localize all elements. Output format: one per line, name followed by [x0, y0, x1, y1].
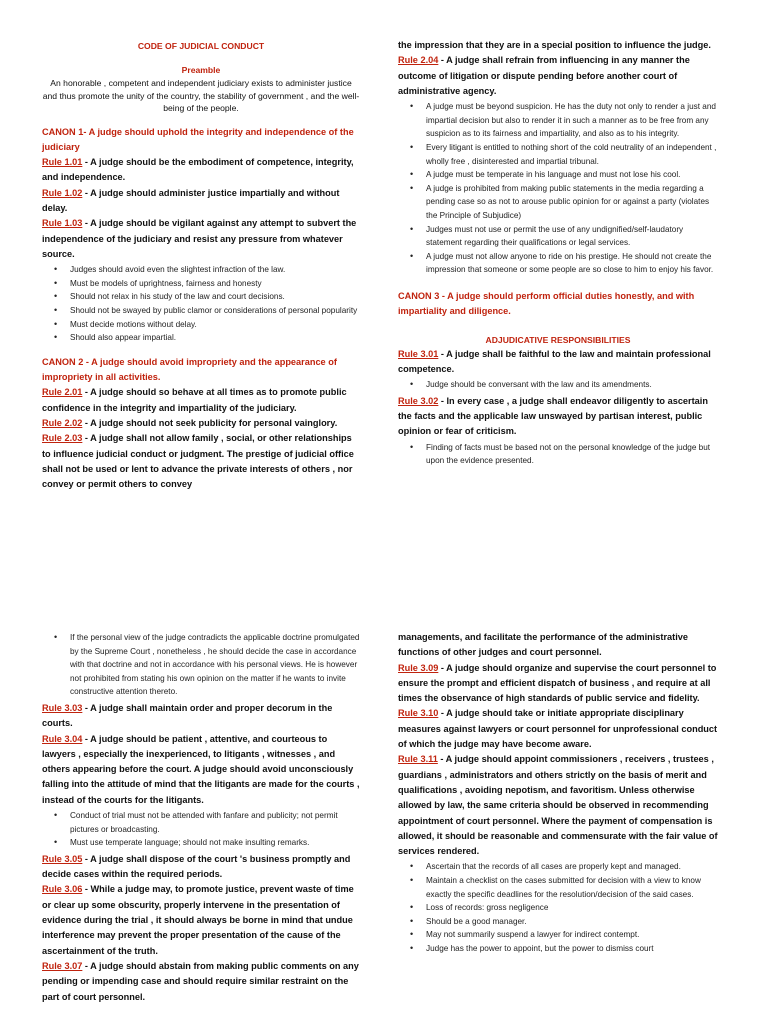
page-2 — [0, 512, 768, 1024]
rule-text: - A judge shall maintain order and proper decorum in the courts. — [42, 702, 333, 729]
rule-3-07 — [42, 959, 360, 1005]
rule-3-02-bullets — [398, 441, 718, 468]
rule-text: - A judge should take or initiate appropriate disciplinary measures against lawyers or court personnel for unprofessional conduct of which the judge may have become aware. — [398, 708, 718, 750]
list-item: • Finding of facts must be based not on the personal knowledge of the judge but upon the evidence presented. — [426, 441, 718, 468]
rule-2-02 — [42, 416, 360, 431]
rule-text: - A judge should abstain from making public comments on any pending or impending case and should require similar restraint on the part of court personnel. — [42, 960, 359, 1002]
rule-label: Rule 2.03 — [42, 433, 83, 444]
rule-text: - A judge should organize and supervise the court personnel to ensure the prompt and efficient dispatch of business , and require at all times the observance of high standards of public service and fidelity. — [398, 662, 717, 704]
list-item: • Judge has the power to appoint, but the power to dismiss court — [426, 942, 718, 956]
canon-3-heading: CANON 3 - A judge should perform official duties honestly, and with impartiality and diligence. — [398, 290, 695, 317]
rule-3-11 — [398, 752, 718, 859]
rule-3-06 — [42, 882, 360, 958]
rule-3-04 — [42, 732, 360, 808]
rule-text: - A judge shall dispose of the court 's business promptly and decide cases within the required periods. — [42, 853, 351, 880]
list-item: • May not summarily suspend a lawyer for indirect contempt. — [426, 928, 718, 942]
list-item: • Should also appear impartial. — [70, 331, 360, 345]
page2-left-column — [42, 630, 360, 1005]
rule-label: Rule 3.04 — [42, 733, 83, 744]
rule-3-03 — [42, 701, 360, 732]
rule-text: - A judge should be patient , attentive, and courteous to lawyers , especially the inexperienced, to litigants , witnesses , and others appearing before the court. A judge should avoid unconsciously falling into the attitude of mind that the litigants are made for the courts , instead of the courts for the litigants. — [42, 733, 360, 805]
rule-3-01 — [398, 347, 718, 378]
rule-2-03 — [42, 431, 360, 492]
rule-2-04 — [398, 53, 718, 99]
rule-label: Rule 3.05 — [42, 853, 83, 864]
rule-label: Rule 2.01 — [42, 387, 83, 398]
rule-text: - While a judge may, to promote justice, prevent waste of time or clear up some obscurity, properly intervene in the presentation of evidence during the trial , it should always be borne in mind that undue interference may prevent the proper presentation of the cause of the ascertainment of the truth. — [42, 884, 354, 956]
rule-label: Rule 3.06 — [42, 884, 83, 895]
preamble-text: An honorable , competent and independent judiciary exists to administer justice and thus promote the unity of the country, the stability of government , and the well-being of the people. — [42, 78, 360, 114]
rule-text: - A judge should be the embodiment of competence, integrity, and independence. — [42, 157, 354, 183]
rule-3-02 — [398, 394, 718, 440]
canon-2-heading: CANON 2 - A judge should avoid impropriety and the appearance of impropriety in all activities. — [42, 356, 337, 383]
page2-right-column — [398, 630, 718, 958]
rule-label: Rule 3.10 — [398, 708, 439, 719]
rule-label: Rule 1.03 — [42, 218, 83, 229]
rule-3-01-bullets — [398, 378, 718, 392]
list-item: • Should not relax in his study of the law and court decisions. — [70, 290, 360, 304]
list-item: • Judges should avoid even the slightest infraction of the law. — [70, 263, 360, 277]
list-item: • Must use temperate language; should not make insulting remarks. — [70, 836, 360, 850]
rule-text: - A judge should administer justice impartially and without delay. — [42, 187, 340, 213]
page1-left-column — [42, 38, 360, 492]
rule-text: - A judge shall be faithful to the law and maintain professional competence. — [398, 348, 711, 374]
canon-1-heading: CANON 1- A judge should uphold the integrity and independence of the judiciary — [42, 126, 354, 152]
list-item: • Judge should be conversant with the law and its amendments. — [426, 378, 718, 392]
list-item: • Every litigant is entitled to nothing short of the cold neutrality of an independent , wholly free , disinterested and impartial tribunal. — [426, 141, 718, 168]
rule-label: Rule 3.02 — [398, 395, 439, 406]
list-item: • A judge must be beyond suspicion. He has the duty not only to render a just and impartial decision but also to render it in such a manner as to be free from any suspicion as to its fairness and impartiality, and also as to his integrity. — [426, 100, 718, 141]
list-item: • Should be a good manager. — [426, 915, 718, 929]
preamble-heading: Preamble — [181, 65, 221, 76]
list-item: • If the personal view of the judge contradicts the applicable doctrine promulgated by the Supreme Court , nonetheless , he should decide the case in accordance with that doctrine and not in accordance with his personal views. He is however not prohibited from stating his own opinion on the matter if he wants to invite constructive attention thereto. — [70, 631, 360, 699]
continued-text: managements, and facilitate the performance of the administrative functions of other judges and court personnel. — [398, 632, 688, 658]
document-title: CODE OF JUDICIAL CONDUCT — [137, 41, 265, 51]
rule-3-10 — [398, 706, 718, 752]
page1-right-column — [398, 38, 718, 470]
rule-label: Rule 3.07 — [42, 960, 83, 971]
list-item: • Must decide motions without delay. — [70, 318, 360, 332]
rule-label: Rule 2.04 — [398, 55, 439, 66]
canon-1-bullets — [42, 263, 360, 345]
rule-text: - A judge should not seek publicity for personal vainglory. — [82, 417, 338, 428]
list-item: • Judges must not use or permit the use of any undignified/self-laudatory statement regarding their qualifications or legal services. — [426, 223, 718, 250]
rule-text: - A judge shall not allow family , social, or other relationships to influence judicial conduct or judgment. The prestige of judicial office shall not be used or lent to advance the private interests of others , nor convey or permit others to convey — [42, 433, 354, 490]
list-item: • Loss of records: gross negligence — [426, 901, 718, 915]
continued-text: the impression that they are in a special position to influence the judge. — [398, 40, 711, 50]
list-item: • Ascertain that the records of all cases are properly kept and managed. — [426, 860, 718, 874]
rule-label: Rule 3.03 — [42, 702, 83, 713]
list-item: • Must be models of uprightness, fairness and honesty — [70, 277, 360, 291]
rule-3-04-bullets — [42, 809, 360, 850]
rule-3-11-bullets — [398, 860, 718, 955]
rule-3-02-bullets-continued — [42, 631, 360, 699]
list-item: • A judge is prohibited from making public statements in the media regarding a pending case so as not to arouse public opinion for or against a party (violates the Principle of Subjudice) — [426, 182, 718, 223]
rule-3-05 — [42, 852, 360, 883]
rule-1-02 — [42, 186, 360, 217]
rule-text: - A judge shall refrain from influencing in any manner the outcome of litigation or dispute pending before another court of administrative agency. — [398, 55, 690, 96]
list-item: • A judge must not allow anyone to ride on his prestige. He should not create the impression that someone or some people are so close to him to enjoy his favor. — [426, 250, 718, 277]
rule-label: Rule 2.02 — [42, 417, 83, 428]
list-item: • Maintain a checklist on the cases submitted for decision with a view to know exactly the specific deadlines for the resolution/decision of the said cases. — [426, 874, 718, 901]
canon-2-bullets — [398, 100, 718, 277]
adjudicative-heading: ADJUDICATIVE RESPONSIBILITIES — [485, 334, 631, 345]
list-item: • A judge must be temperate in his language and must not lose his cool. — [426, 168, 718, 182]
rule-label: Rule 1.01 — [42, 157, 83, 168]
rule-label: Rule 3.11 — [398, 754, 438, 765]
rule-text: - In every case , a judge shall endeavor diligently to ascertain the facts and the applicable law unswayed by partisan interest, public opinion or fear of criticism. — [398, 395, 708, 437]
rule-text: - A judge should so behave at all times as to promote public confidence in the integrity and impartiality of the judiciary. — [42, 387, 347, 413]
rule-3-09 — [398, 661, 718, 707]
rule-1-03 — [42, 216, 360, 262]
rule-label: Rule 3.01 — [398, 348, 439, 359]
rule-text: - A judge should appoint commissioners , receivers , trustees , guardians , administrators and others strictly on the basis of merit and qualifications , avoiding nepotism, and favoritism. Unless otherwise allowed by law, the same criteria should be observed in recommending appointment of court personnel. Where the payment of compensation is allowed, it should be reasonable and commensurate with the fair value of services rendered. — [398, 754, 718, 857]
list-item: • Conduct of trial must not be attended with fanfare and publicity; not permit pictures or broadcasting. — [70, 809, 360, 836]
rule-label: Rule 1.02 — [42, 187, 83, 198]
rule-label: Rule 3.09 — [398, 662, 439, 673]
rule-text: - A judge should be vigilant against any attempt to subvert the independence of the judiciary and resist any pressure from whatever source. — [42, 218, 357, 259]
list-item: • Should not be swayed by public clamor or considerations of personal popularity — [70, 304, 360, 318]
rule-1-01 — [42, 155, 360, 186]
rule-2-01 — [42, 385, 360, 416]
